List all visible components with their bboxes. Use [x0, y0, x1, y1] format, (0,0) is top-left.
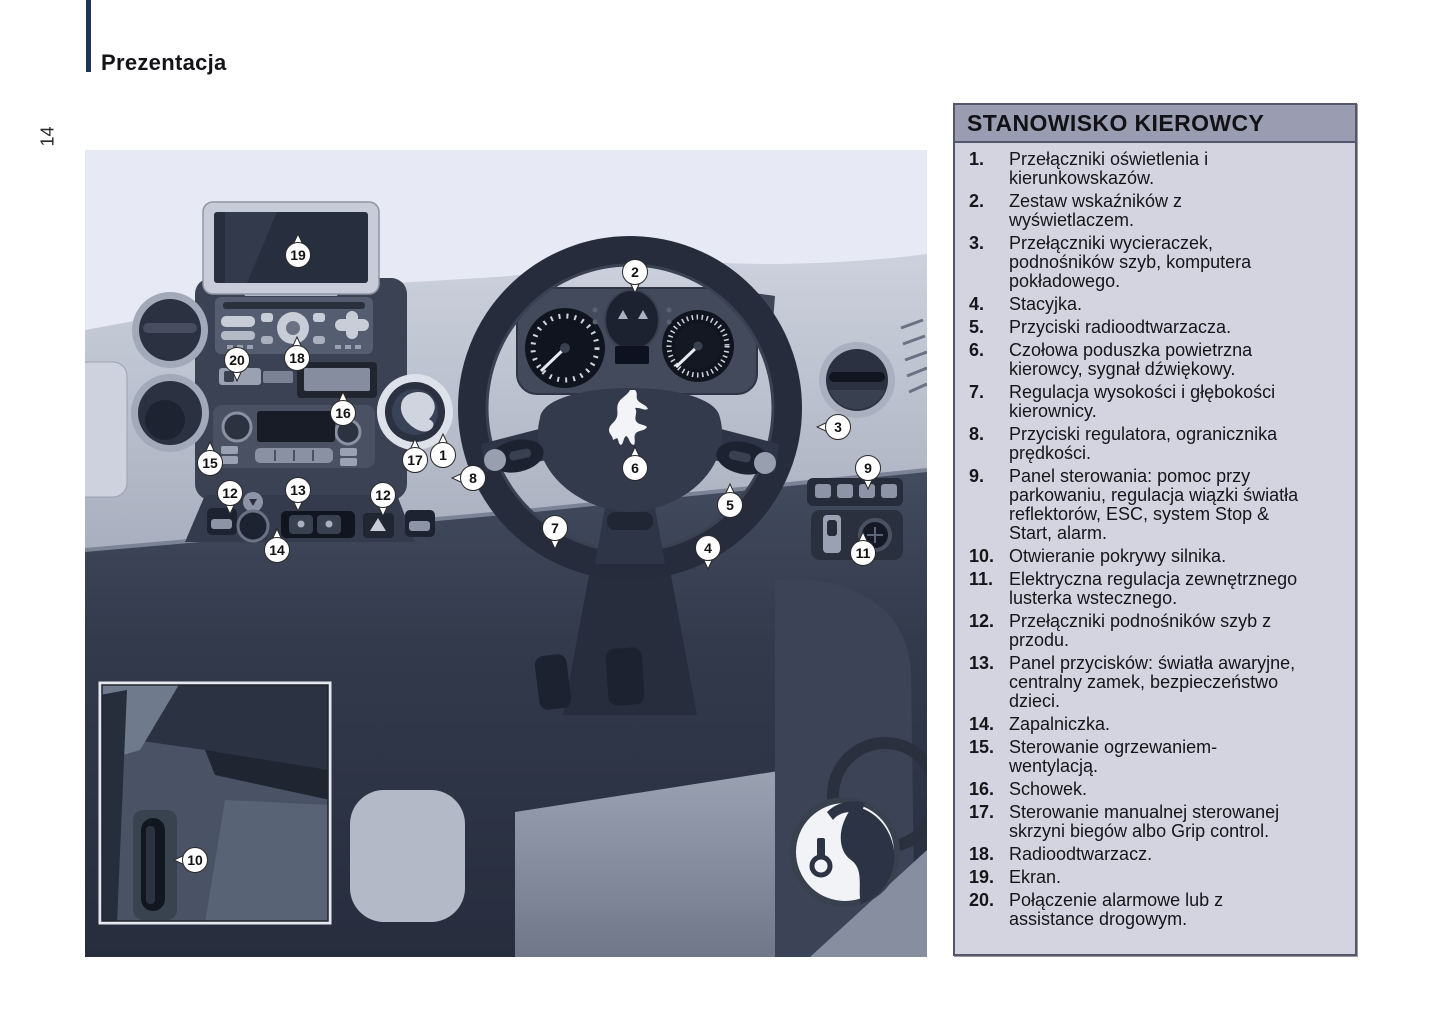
panel-item-text: Sterowanie ogrzewaniem-wentylacją.: [1009, 737, 1218, 776]
svg-text:12: 12: [222, 485, 238, 501]
svg-text:9: 9: [864, 460, 872, 476]
key-pictogram-icon: [793, 800, 897, 904]
svg-text:7: 7: [551, 520, 559, 536]
panel-item-7: [969, 383, 1299, 421]
air-vent-right: [819, 342, 895, 418]
panel-item-number: 20.: [969, 890, 995, 910]
panel-item-number: 4.: [969, 294, 985, 314]
panel-item-text: Przełączniki podnośników szyb z przodu.: [1009, 611, 1272, 650]
panel-item-text: Otwieranie pokrywy silnika.: [1009, 546, 1227, 566]
air-vent-left-bottom: [131, 374, 209, 452]
wheel-bottom-spoke-trim: [607, 512, 653, 530]
panel-item-text: Czołowa poduszka powietrzna kierowcy, sygnał dźwiękowy.: [1009, 340, 1253, 379]
svg-text:19: 19: [290, 247, 306, 263]
panel-item-10: [969, 547, 1299, 566]
panel-item-text: Stacyjka.: [1009, 294, 1083, 314]
svg-text:13: 13: [290, 482, 306, 498]
panel-item-2: [969, 192, 1299, 230]
panel-item-text: Przyciski regulatora, ogranicznika prędkości.: [1009, 424, 1278, 463]
panel-item-number: 1.: [969, 149, 985, 169]
dashboard-illustration: [85, 150, 927, 957]
panel-item-number: 5.: [969, 317, 985, 337]
panel-item-number: 17.: [969, 802, 995, 822]
panel-item-number: 9.: [969, 466, 985, 486]
panel-item-number: 2.: [969, 191, 985, 211]
panel-item-text: Zestaw wskaźników z wyświetlaczem.: [1009, 191, 1183, 230]
panel-item-text: Przełączniki wycieraczek, podnośników szyb, komputera pokładowego.: [1009, 233, 1252, 291]
svg-text:18: 18: [289, 350, 305, 366]
instrument-cluster: [517, 288, 757, 394]
panel-item-9: [969, 467, 1299, 543]
page-title: Prezentacja: [101, 50, 227, 75]
hood-release-inset: [100, 683, 330, 923]
panel-item-15: [969, 738, 1299, 776]
panel-item-16: [969, 780, 1299, 799]
panel-item-3: [969, 234, 1299, 291]
section-divider: [86, 0, 91, 72]
svg-text:10: 10: [187, 852, 203, 868]
door-pull-left: [85, 362, 127, 497]
panel-item-number: 15.: [969, 737, 995, 757]
panel-item-12: [969, 612, 1299, 650]
panel-title: STANOWISKO KIEROWCY: [955, 105, 1355, 143]
cigarette-lighter: [238, 511, 268, 541]
svg-text:12: 12: [375, 487, 391, 503]
panel-item-text: Ekran.: [1009, 867, 1062, 887]
svg-text:20: 20: [229, 352, 245, 368]
svg-text:3: 3: [834, 419, 842, 435]
panel-item-18: [969, 845, 1299, 864]
svg-text:11: 11: [855, 545, 871, 561]
panel-item-number: 19.: [969, 867, 995, 887]
panel-item-text: Regulacja wysokości i głębokości kierownicy.: [1009, 382, 1276, 421]
panel-item-number: 7.: [969, 382, 985, 402]
panel-item-6: [969, 341, 1299, 379]
panel-item-4: [969, 295, 1299, 314]
panel-item-text: Radioodtwarzacz.: [1009, 844, 1153, 864]
panel-item-8: [969, 425, 1299, 463]
panel-item-number: 10.: [969, 546, 995, 566]
panel-item-20: [969, 891, 1299, 929]
panel-item-5: [969, 318, 1299, 337]
panel-item-number: 18.: [969, 844, 995, 864]
svg-text:4: 4: [704, 540, 712, 556]
panel-item-text: Przyciski radioodtwarzacza.: [1009, 317, 1232, 337]
svg-text:5: 5: [726, 497, 734, 513]
storage-tray: [297, 362, 377, 398]
svg-text:15: 15: [202, 455, 218, 471]
panel-item-text: Sterowanie manualnej sterowanej skrzyni biegów albo Grip control.: [1009, 802, 1280, 841]
panel-item-19: [969, 868, 1299, 887]
panel-item-text: Elektryczna regulacja zewnętrznego lusterka wstecznego.: [1009, 569, 1298, 608]
panel-item-17: [969, 803, 1299, 841]
svg-text:17: 17: [407, 452, 423, 468]
panel-item-text: Połączenie alarmowe lub z assistance drogowym.: [1009, 890, 1224, 929]
svg-text:2: 2: [631, 264, 639, 280]
air-vent-left-top: [132, 292, 208, 368]
panel-item-text: Zapalniczka.: [1009, 714, 1111, 734]
driver-station-panel: [953, 103, 1357, 956]
panel-item-text: Schowek.: [1009, 779, 1088, 799]
panel-item-text: Przełączniki oświetlenia i kierunkowskazów.: [1009, 149, 1209, 188]
panel-item-number: 8.: [969, 424, 985, 444]
svg-text:6: 6: [631, 460, 639, 476]
panel-item-number: 16.: [969, 779, 995, 799]
panel-item-number: 13.: [969, 653, 995, 673]
panel-item-number: 6.: [969, 340, 985, 360]
panel-item-text: Panel sterowania: pomoc przy parkowaniu, regulacja wiązki światła reflektorów, ESC, system Stop & Start, alarm.: [1009, 466, 1299, 543]
panel-item-number: 3.: [969, 233, 985, 253]
svg-text:1: 1: [439, 447, 447, 463]
panel-item-number: 14.: [969, 714, 995, 734]
panel-item-13: [969, 654, 1299, 711]
panel-list: [955, 150, 1355, 929]
seat-cushion: [350, 790, 465, 922]
panel-item-11: [969, 570, 1299, 608]
panel-item-number: 11.: [969, 569, 994, 589]
svg-text:8: 8: [469, 470, 477, 486]
svg-text:14: 14: [269, 542, 285, 558]
panel-item-number: 12.: [969, 611, 995, 631]
page-number: 14: [37, 126, 58, 147]
svg-text:16: 16: [335, 405, 351, 421]
panel-item-14: [969, 715, 1299, 734]
panel-item-1: [969, 150, 1299, 188]
panel-item-text: Panel przycisków: światła awaryjne, centralny zamek, bezpieczeństwo dzieci.: [1009, 653, 1296, 711]
